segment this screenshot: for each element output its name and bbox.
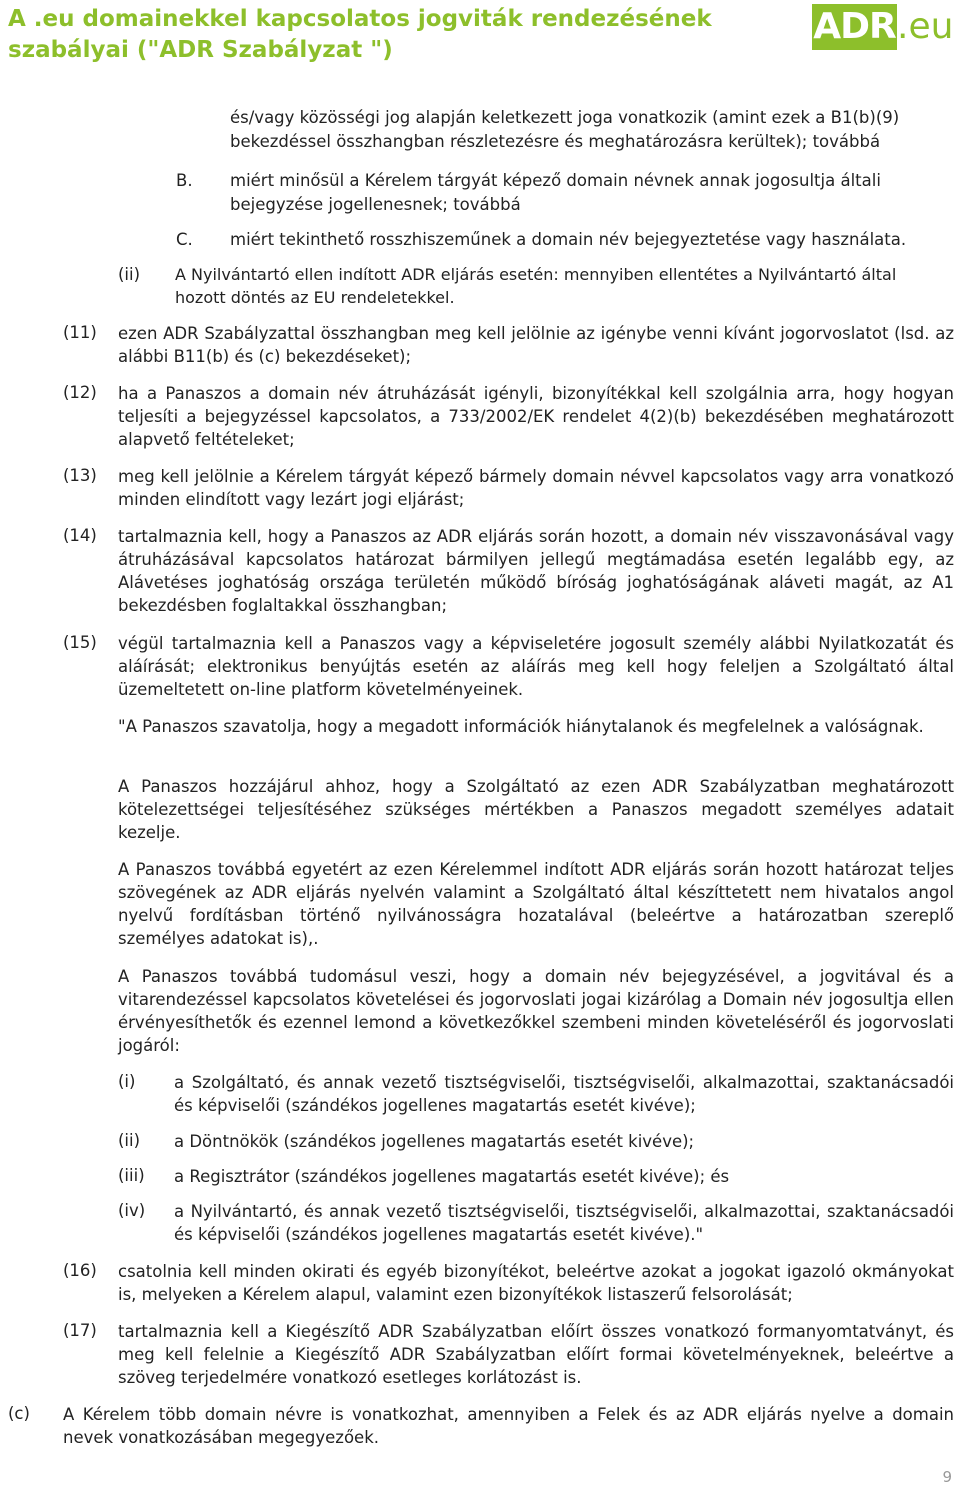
sublist-iii-marker: (iii) <box>118 1166 145 1185</box>
p12-marker: (12) <box>63 383 97 402</box>
p14-text: tartalmaznia kell, hogy a Panaszos az ADR eljárás során hozott, a domain név visszavonásával vagy átruházásával kapcsolatos határozat bármilyen jellegű megtámadása esetén legalább egy, az Alávetéses joghatóság országa területén működő bíróság joghatóságának aláveti magát, az A1 bekezdésben foglaltakkal összhangban; <box>118 527 954 615</box>
p17-text: tartalmaznia kell a Kiegészítő ADR Szabályzatban előírt összes vonatkozó formanyomtatványt, és meg kell felelnie a Kiegészítő ADR Szabályzatban előírt formai követelményeknek, beleértve a szöveg terjedelmére vonatkozó esetleges korlátozást is. <box>118 1322 954 1387</box>
item-ii-marker: (ii) <box>118 265 141 284</box>
sublist-i-marker: (i) <box>118 1072 136 1091</box>
sublist-ii-text: a Döntnökök (szándékos jogellenes magatartás esetét kivéve); <box>174 1132 695 1151</box>
c-para-marker: (c) <box>8 1404 30 1423</box>
sublist-iv-marker: (iv) <box>118 1201 146 1220</box>
p15-text: végül tartalmaznia kell a Panaszos vagy a képviseletére jogosult személy alábbi Nyilatkozatát és aláírását; elektronikus benyújtás esetén az aláírás meg kell hogy feleljen a Szolgáltató által üzemeltetett on-line platform követelményeinek. <box>118 634 954 699</box>
logo-eu-text: .eu <box>897 6 954 47</box>
p17-marker: (17) <box>63 1321 97 1340</box>
item-c-line-1: miért tekinthető rosszhiszeműnek a domain név bejegyeztetése vagy használata. <box>230 230 907 249</box>
item-ii-line-1: A Nyilvántartó ellen indított ADR eljárás esetén: mennyiben ellentétes a Nyilvántartó által <box>175 265 897 284</box>
p14-marker: (14) <box>63 526 97 545</box>
declaration-paragraph-3: A Panaszos továbbá egyetért az ezen Kérelemmel indított ADR eljárás során hozott határozat teljes szövegének az ADR eljárás nyelvén valamint a Szolgáltató által készíttetett nem hivatalos angol nyelvű fordításban történő nyilvánosságra hozatalával (beleértve a határozatban szereplő személyes adatokat is),. <box>118 860 954 948</box>
document-title: A .eu domainekkel kapcsolatos jogviták rendezésének szabályai ("ADR Szabályzat ") <box>8 6 712 63</box>
page-number: 9 <box>942 1468 952 1486</box>
intro-line-2: bekezdéssel összhangban részletezésre és meghatározásra kerültek); továbbá <box>230 132 881 151</box>
c-para-text: A Kérelem több domain névre is vonatkozhat, amennyiben a Felek és az ADR eljárás nyelve a domain nevek vonatkozásában megegyezőek. <box>63 1405 954 1447</box>
p11-text: ezen ADR Szabályzattal összhangban meg kell jelölnie az igénybe venni kívánt jogorvoslatot (lsd. az alábbi B11(b) és (c) bekezdéseket); <box>118 324 954 366</box>
intro-line-1: és/vagy közösségi jog alapján keletkezett joga vonatkozik (amint ezek a B1(b)(9) <box>230 108 900 127</box>
item-b-marker: B. <box>176 171 193 190</box>
sublist-iv-text: a Nyilvántartó, és annak vezető tisztségviselői, tisztségviselői, alkalmazottai, szaktanácsadói és képviselői (szándékos jogellenes magatartás esetét kivéve)." <box>174 1202 954 1244</box>
item-b-line-1: miért minősül a Kérelem tárgyát képező domain névnek annak jogosultja általi <box>230 171 881 190</box>
sublist-i-text: a Szolgáltató, és annak vezető tisztségviselői, tisztségviselői, alkalmazottai, szaktanácsadói és képviselői (szándékos jogellenes magatartás esetét kivéve); <box>174 1073 954 1115</box>
sublist-ii-marker: (ii) <box>118 1131 141 1150</box>
sublist-iii-text: a Regisztrátor (szándékos jogellenes magatartás esetét kivéve); és <box>174 1167 730 1186</box>
p13-text: meg kell jelölnie a Kérelem tárgyát képező bármely domain névvel kapcsolatos vagy arra vonatkozó minden elindított vagy lezárt jogi eljárást; <box>118 467 954 509</box>
p16-marker: (16) <box>63 1261 97 1280</box>
p12-text: ha a Panaszos a domain név átruházását igényli, bizonyítékkal kell szolgálnia arra, hogy hogyan teljesíti a bejegyzéssel kapcsolatos, a 733/2002/EK rendelet 4(2)(b) bekezdésében meghatározott alapvető feltételeket; <box>118 384 954 449</box>
declaration-paragraph-1: "A Panaszos szavatolja, hogy a megadott információk hiánytalanok és megfelelnek a valóságnak. <box>118 717 924 736</box>
item-b-line-2: bejegyzése jogellenesnek; továbbá <box>230 195 521 214</box>
declaration-paragraph-2: A Panaszos hozzájárul ahhoz, hogy a Szolgáltató az ezen ADR Szabályzatban meghatározott kötelezettségei teljesítéséhez szükséges mértékben a Panaszos megadott személyes adatait kezelje. <box>118 777 954 842</box>
item-ii-line-2: hozott döntés az EU rendeletekkel. <box>175 288 455 307</box>
p13-marker: (13) <box>63 466 97 485</box>
logo-adr-text: ADR <box>812 4 897 50</box>
declaration-paragraph-4: A Panaszos továbbá tudomásul veszi, hogy a domain név bejegyzésével, a jogvitával és a vitarendezéssel kapcsolatos követelései és jogorvoslati jogai kizárólag a Domain név jogosultja ellen érvényesíthetők és ezennel lemond a következőkkel szembeni minden követeléséről és jogorvoslati jogáról: <box>118 967 954 1055</box>
item-c-marker: C. <box>176 230 193 249</box>
p16-text: csatolnia kell minden okirati és egyéb bizonyítékot, beleértve azokat a jogokat igazoló okmányokat is, melyeken a Kérelem alapul, valamint ezen bizonyítékok listaszerű felsorolását; <box>118 1262 954 1304</box>
p11-marker: (11) <box>63 323 97 342</box>
p15-marker: (15) <box>63 633 97 652</box>
adr-eu-logo <box>812 4 954 50</box>
